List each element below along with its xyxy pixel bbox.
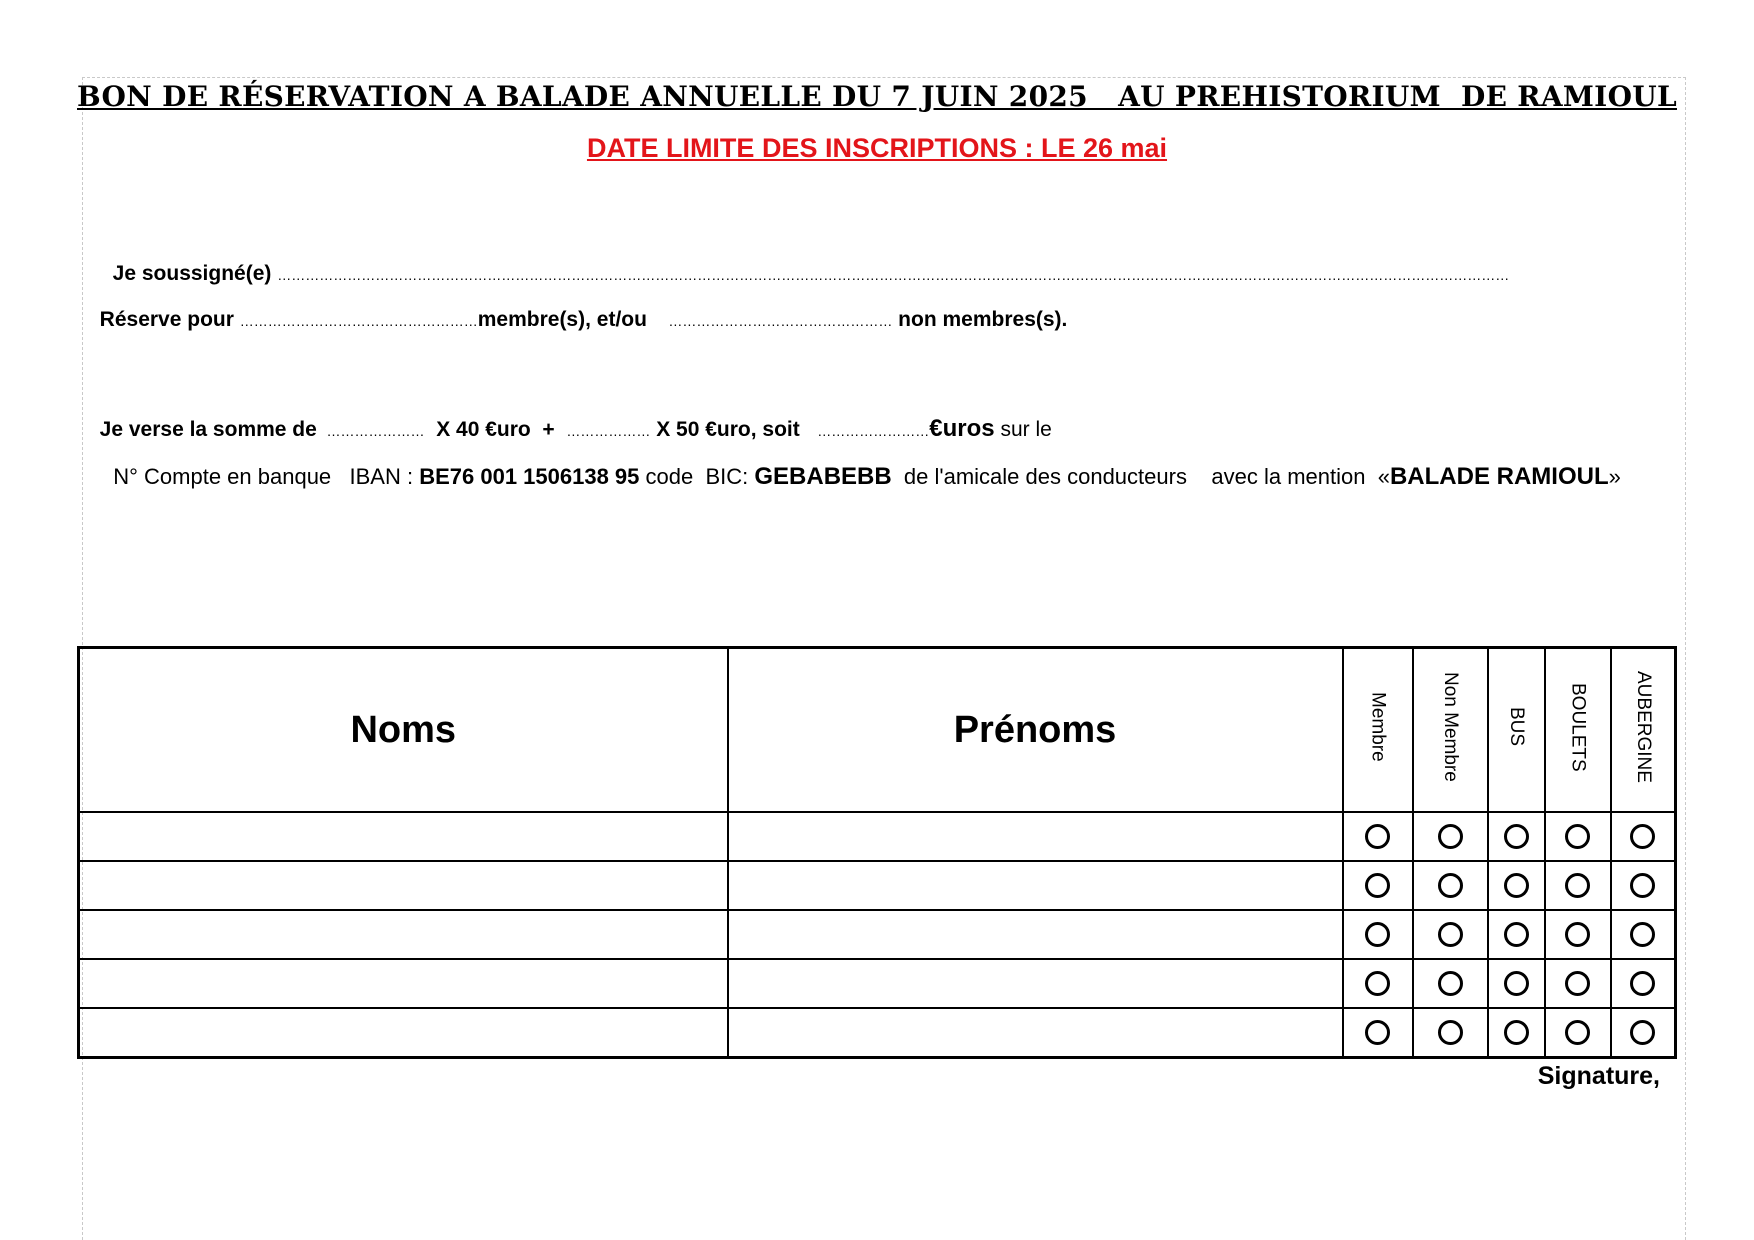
membre-radio[interactable] [1365, 824, 1390, 849]
membre-radio[interactable] [1365, 873, 1390, 898]
non-membre-radio[interactable] [1438, 1020, 1463, 1045]
reserve-line [88, 284, 1067, 332]
col-noms-header: Noms [79, 648, 728, 813]
membres-count-field[interactable]: …………………………………………… [239, 313, 478, 329]
non-membre-radio[interactable] [1438, 824, 1463, 849]
col-boulets-header: BOULETS [1545, 648, 1611, 813]
aubergine-option-cell [1611, 910, 1676, 959]
reservation-table [77, 646, 1677, 1059]
bic-value: GEBABEBB [754, 463, 892, 490]
amicale-text: de l'amicale des conducteurs avec la mention « [891, 464, 1390, 489]
aubergine-radio[interactable] [1630, 922, 1655, 947]
bus-radio[interactable] [1504, 922, 1529, 947]
col-non-membre-header: Non Membre [1413, 648, 1488, 813]
non-membre-option-cell [1413, 959, 1488, 1008]
iban-value: BE76 001 1506138 95 [419, 464, 640, 489]
mention-value: BALADE RAMIOUL [1389, 463, 1609, 490]
bus-option-cell [1488, 861, 1545, 910]
prenom-cell[interactable] [728, 959, 1343, 1008]
boulets-radio[interactable] [1565, 873, 1590, 898]
soussigne-field[interactable]: ………………………………………………………………………………………………………………………………………………………………………………………………………………………………………… [277, 267, 1510, 283]
boulets-option-cell [1545, 1008, 1611, 1058]
boulets-radio[interactable] [1565, 1020, 1590, 1045]
bank-account-line [101, 437, 1621, 491]
bus-option-cell [1488, 1008, 1545, 1058]
nom-cell[interactable] [79, 959, 728, 1008]
bic-label: code BIC: [639, 464, 755, 489]
non-membres-label: non membres(s). [892, 308, 1068, 331]
table-row [79, 1008, 1676, 1058]
verse-label: Je verse la somme de [99, 418, 323, 441]
nom-cell[interactable] [79, 1008, 728, 1058]
x40-label: X 40 €uro + [424, 418, 567, 441]
nom-cell[interactable] [79, 910, 728, 959]
table-header-row [79, 648, 1676, 813]
soussigne-label: Je soussigné(e) [112, 262, 278, 285]
membres-label: membre(s), et/ou [477, 308, 653, 331]
non-membre-option-cell [1413, 910, 1488, 959]
membre-option-cell [1343, 812, 1413, 861]
bus-option-cell [1488, 959, 1545, 1008]
non-membre-option-cell [1413, 861, 1488, 910]
table-row [79, 959, 1676, 1008]
membre-option-cell [1343, 861, 1413, 910]
bus-radio[interactable] [1504, 873, 1529, 898]
membre-option-cell [1343, 1008, 1413, 1058]
mention-close: » [1608, 464, 1621, 489]
bus-option-cell [1488, 812, 1545, 861]
boulets-radio[interactable] [1565, 824, 1590, 849]
verse-line [88, 391, 1052, 443]
bus-option-cell [1488, 910, 1545, 959]
form-title: BON DE RÉSERVATION A BALADE ANNUELLE DU 7 JUIN 2025 AU PREHISTORIUM DE RAMIOUL [77, 80, 1677, 113]
boulets-radio[interactable] [1565, 922, 1590, 947]
nom-cell[interactable] [79, 812, 728, 861]
sur-le-label: sur le [994, 418, 1052, 441]
aubergine-option-cell [1611, 959, 1676, 1008]
boulets-option-cell [1545, 959, 1611, 1008]
membres-amount-field[interactable]: ………………… [322, 423, 425, 439]
col-bus-header: BUS [1488, 648, 1545, 813]
non-membres-amount-field[interactable]: ……………… [566, 423, 651, 439]
aubergine-option-cell [1611, 1008, 1676, 1058]
membre-radio[interactable] [1365, 971, 1390, 996]
non-membre-option-cell [1413, 1008, 1488, 1058]
prenom-cell[interactable] [728, 1008, 1343, 1058]
bus-radio[interactable] [1504, 824, 1529, 849]
aubergine-radio[interactable] [1630, 1020, 1655, 1045]
x50-label: X 50 €uro, soit [650, 418, 818, 441]
bus-radio[interactable] [1504, 971, 1529, 996]
table-row [79, 910, 1676, 959]
prenom-cell[interactable] [728, 910, 1343, 959]
non-membres-count-field[interactable]: ………………………………………… [652, 313, 893, 329]
compte-label: N° Compte en banque IBAN : [113, 464, 420, 489]
table-row [79, 812, 1676, 861]
membre-option-cell [1343, 959, 1413, 1008]
non-membre-radio[interactable] [1438, 971, 1463, 996]
boulets-option-cell [1545, 910, 1611, 959]
boulets-option-cell [1545, 812, 1611, 861]
prenom-cell[interactable] [728, 861, 1343, 910]
bus-radio[interactable] [1504, 1020, 1529, 1045]
total-amount-field[interactable]: …………………… [817, 423, 930, 439]
non-membre-radio[interactable] [1438, 873, 1463, 898]
boulets-radio[interactable] [1565, 971, 1590, 996]
membre-radio[interactable] [1365, 922, 1390, 947]
col-prenoms-header: Prénoms [728, 648, 1343, 813]
membre-radio[interactable] [1365, 1020, 1390, 1045]
aubergine-option-cell [1611, 861, 1676, 910]
euros-label: €uros [929, 415, 995, 442]
col-aubergine-header: AUBERGINE [1611, 648, 1676, 813]
reserve-label: Réserve pour [99, 308, 240, 331]
registration-deadline: DATE LIMITE DES INSCRIPTIONS : LE 26 mai [586, 133, 1168, 163]
aubergine-radio[interactable] [1630, 971, 1655, 996]
boulets-option-cell [1545, 861, 1611, 910]
aubergine-option-cell [1611, 812, 1676, 861]
non-membre-radio[interactable] [1438, 922, 1463, 947]
soussigne-line [101, 238, 1509, 286]
table-row [79, 861, 1676, 910]
nom-cell[interactable] [79, 861, 728, 910]
aubergine-radio[interactable] [1630, 873, 1655, 898]
signature-label: Signature, [1537, 1062, 1660, 1090]
membre-option-cell [1343, 910, 1413, 959]
col-membre-header: Membre [1343, 648, 1413, 813]
non-membre-option-cell [1413, 812, 1488, 861]
prenom-cell[interactable] [728, 812, 1343, 861]
aubergine-radio[interactable] [1630, 824, 1655, 849]
